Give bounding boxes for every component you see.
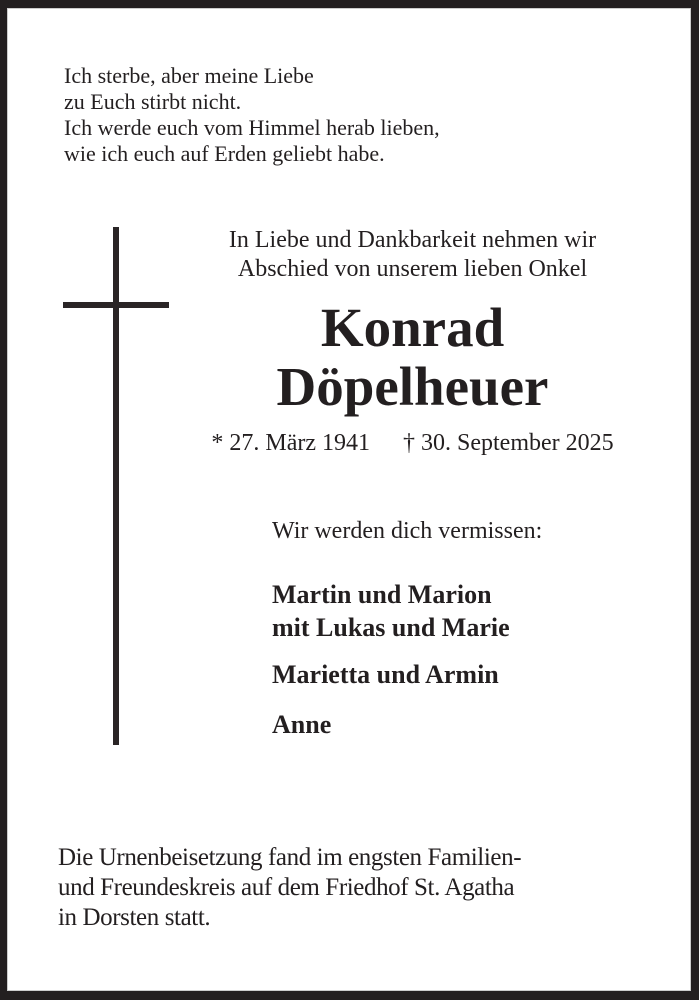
verse-line: zu Euch stirbt nicht.: [64, 89, 242, 114]
mourner-group: [272, 578, 510, 644]
cross-horizontal-bar: [63, 302, 169, 308]
deceased-first-name: Konrad: [320, 297, 505, 358]
announcement-line: In Liebe und Dankbarkeit nehmen wir: [228, 227, 597, 253]
deceased-name: [170, 298, 655, 416]
birth-date: * 27. März 1941: [211, 430, 370, 456]
verse-line: Ich sterbe, aber meine Liebe: [64, 63, 314, 88]
funeral-note-line: und Freundeskreis auf dem Friedhof St. Agatha: [58, 874, 515, 901]
verse-line: Ich werde euch vom Himmel herab lieben,: [64, 115, 440, 140]
memorial-verse: [64, 63, 440, 167]
funeral-note-line: in Dorsten statt.: [58, 904, 211, 931]
mourner-group: [272, 658, 499, 691]
farewell-line: Wir werden dich vermissen:: [272, 518, 543, 544]
death-date: † 30. September 2025: [403, 430, 614, 456]
life-dates: [170, 430, 655, 457]
mourner-line: Marietta und Armin: [272, 660, 499, 689]
deceased-last-name: Döpelheuer: [276, 356, 549, 417]
mourner-line: mit Lukas und Marie: [272, 613, 510, 642]
mourner-group: [272, 708, 331, 741]
announcement-text: [170, 226, 655, 284]
mourner-line: Martin und Marion: [272, 580, 492, 609]
mourner-line: Anne: [272, 710, 332, 739]
funeral-note-line: Die Urnenbeisetzung fand im engsten Familien-: [58, 844, 522, 871]
verse-line: wie ich euch auf Erden geliebt habe.: [64, 141, 385, 166]
announcement-line: Abschied von unserem lieben Onkel: [237, 256, 588, 282]
funeral-note: [58, 843, 521, 933]
